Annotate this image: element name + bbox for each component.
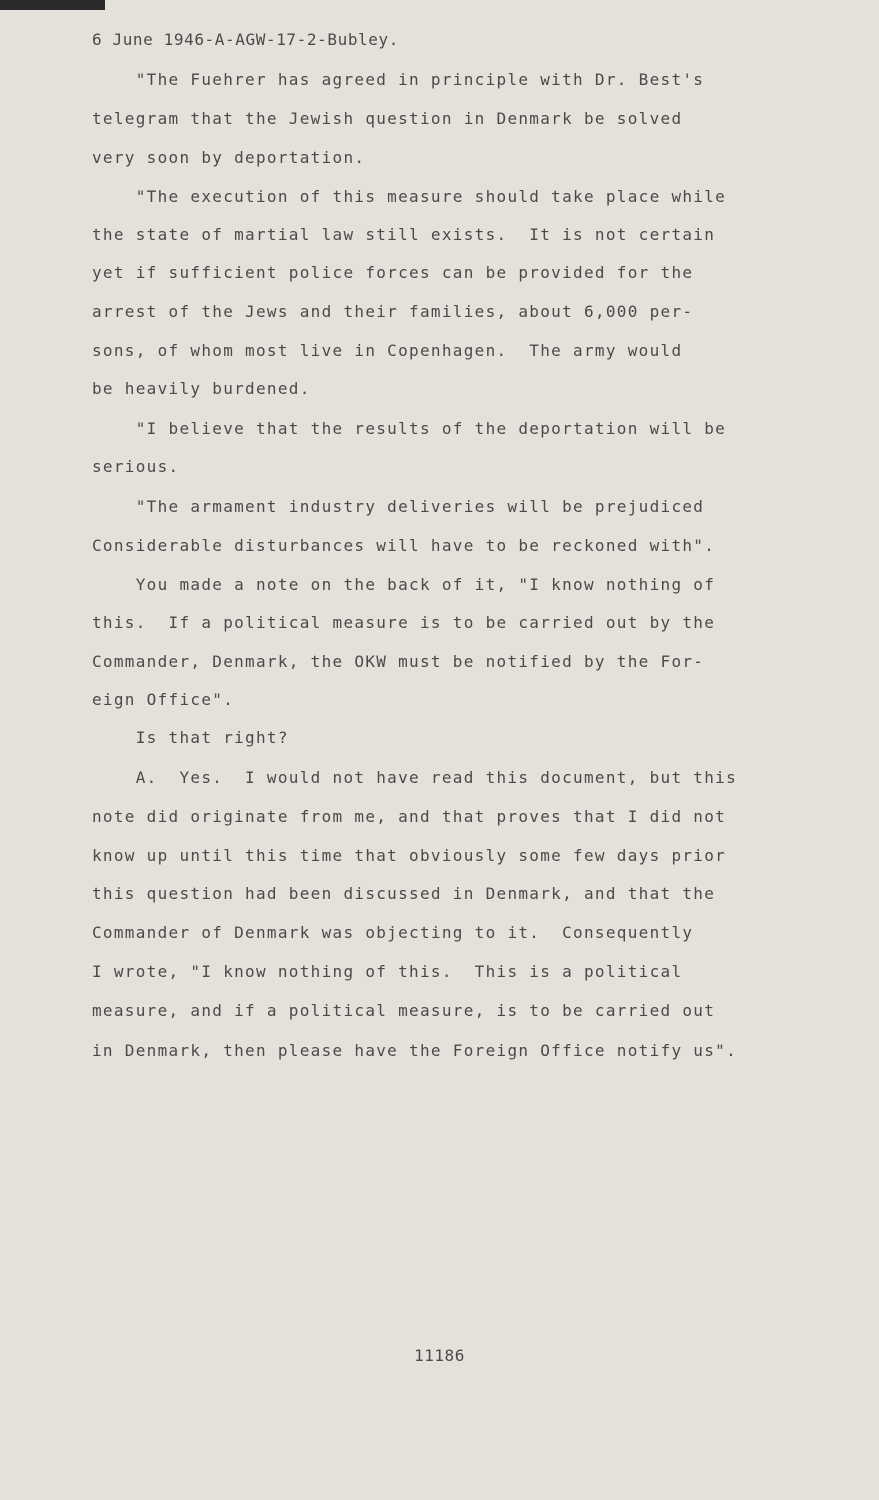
text-line: "The execution of this measure should take place while: [92, 187, 727, 206]
scan-corner-mark: [0, 0, 105, 10]
text-line: Considerable disturbances will have to be reckoned with".: [92, 536, 716, 555]
text-line: "The armament industry deliveries will be prejudiced: [92, 497, 705, 516]
text-line: yet if sufficient police forces can be provided for the: [92, 263, 694, 282]
text-line: very soon by deportation.: [92, 148, 366, 167]
text-line: the state of martial law still exists. It is not certain: [92, 225, 716, 244]
text-line: Commander of Denmark was objecting to it. Consequently: [92, 923, 694, 942]
page-number: 11186: [414, 1346, 465, 1365]
text-line: "I believe that the results of the deportation will be: [92, 419, 727, 438]
text-line: You made a note on the back of it, "I know nothing of: [92, 575, 716, 594]
text-line: A. Yes. I would not have read this document, but this: [92, 768, 738, 787]
text-line: "The Fuehrer has agreed in principle with Dr. Best's: [92, 70, 705, 89]
text-line: be heavily burdened.: [92, 379, 311, 398]
text-line: this question had been discussed in Denmark, and that the: [92, 884, 716, 903]
text-line: note did originate from me, and that proves that I did not: [92, 807, 727, 826]
text-line: know up until this time that obviously some few days prior: [92, 846, 727, 865]
text-line: this. If a political measure is to be carried out by the: [92, 613, 716, 632]
text-line: sons, of whom most live in Copenhagen. The army would: [92, 341, 683, 360]
text-line: telegram that the Jewish question in Denmark be solved: [92, 109, 683, 128]
text-line: Is that right?: [92, 728, 289, 747]
text-line: measure, and if a political measure, is to be carried out: [92, 1001, 716, 1020]
text-line: I wrote, "I know nothing of this. This is a political: [92, 962, 683, 981]
text-line: arrest of the Jews and their families, about 6,000 per-: [92, 302, 694, 321]
text-line: Commander, Denmark, the OKW must be notified by the For-: [92, 652, 705, 671]
text-line: serious.: [92, 457, 180, 476]
text-line: in Denmark, then please have the Foreign Office notify us".: [92, 1041, 738, 1060]
text-line: eign Office".: [92, 690, 235, 709]
document-header: 6 June 1946-A-AGW-17-2-Bubley.: [92, 30, 399, 49]
